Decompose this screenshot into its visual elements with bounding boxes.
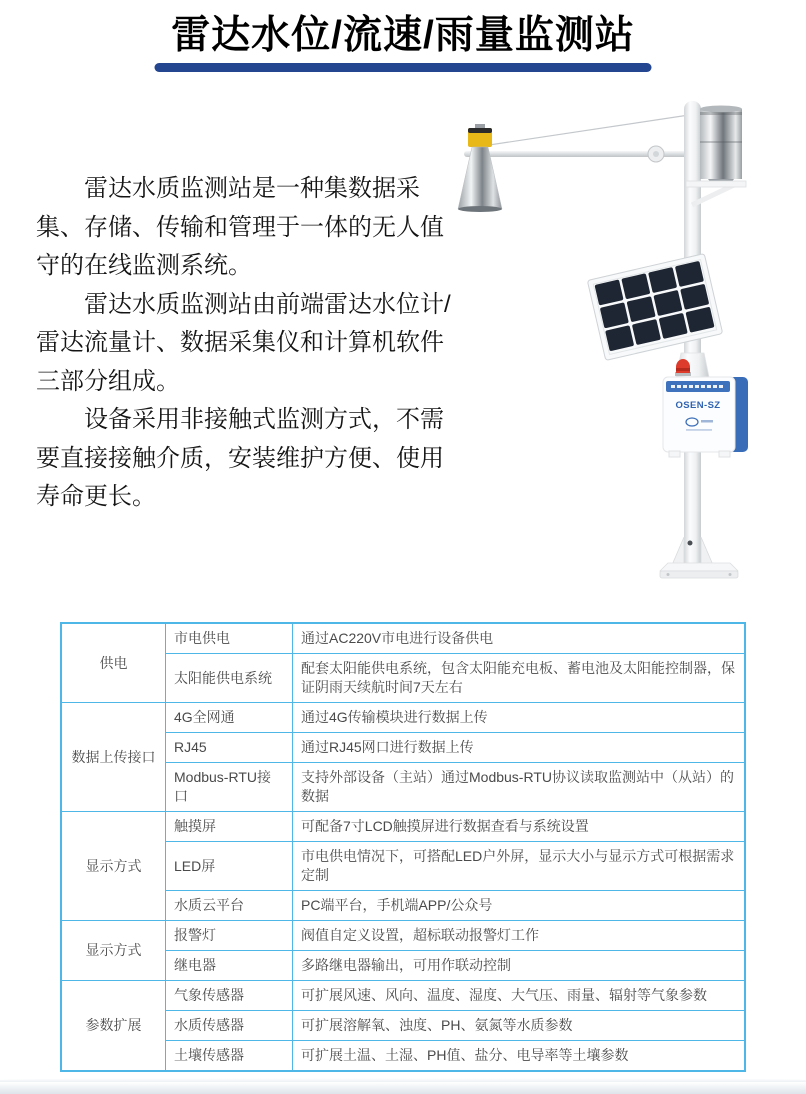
spec-desc: 可扩展土温、土湿、PH值、盐分、电导率等土壤参数 xyxy=(293,1041,746,1072)
spec-desc: 可配备7寸LCD触摸屏进行数据查看与系统设置 xyxy=(293,812,746,842)
spec-table xyxy=(60,622,746,1072)
spec-desc: 阀值自定义设置，超标联动报警灯工作 xyxy=(293,921,746,951)
table-row xyxy=(61,981,745,1011)
table-row xyxy=(61,703,745,733)
spec-desc: 可扩展溶解氧、浊度、PH、氨氮等水质参数 xyxy=(293,1011,746,1041)
spec-item: 水质云平台 xyxy=(166,891,293,921)
group-label: 数据上传接口 xyxy=(61,703,166,812)
group-label: 显示方式 xyxy=(61,921,166,981)
equipment-enclosure xyxy=(663,377,748,457)
spec-desc: 通过RJ45网口进行数据上传 xyxy=(293,733,746,763)
solar-panel xyxy=(587,254,722,361)
spec-desc: 配套太阳能供电系统，包含太阳能充电板、蓄电池及太阳能控制器，保证阴雨天续航时间7天左右 xyxy=(293,654,746,703)
spec-item: 太阳能供电系统 xyxy=(166,654,293,703)
spec-item: 水质传感器 xyxy=(166,1011,293,1041)
intro-text xyxy=(36,170,452,517)
table-row xyxy=(61,812,745,842)
spec-desc: 通过AC220V市电进行设备供电 xyxy=(293,623,746,654)
title-underline-bar xyxy=(155,63,652,72)
spec-item: 4G全网通 xyxy=(166,703,293,733)
footer-gradient-band xyxy=(0,1082,806,1094)
spec-item: 报警灯 xyxy=(166,921,293,951)
spec-item: RJ45 xyxy=(166,733,293,763)
page-title: 雷达水位/流速/雨量监测站 xyxy=(171,14,635,57)
guy-wire xyxy=(476,115,689,147)
spec-item: 气象传感器 xyxy=(166,981,293,1011)
spec-item: 继电器 xyxy=(166,951,293,981)
spec-desc: 通过4G传输模块进行数据上传 xyxy=(293,703,746,733)
spec-desc: PC端平台，手机端APP/公众号 xyxy=(293,891,746,921)
enclosure-header-microtext xyxy=(671,385,723,388)
spec-item: 触摸屏 xyxy=(166,812,293,842)
intro-paragraph: 设备采用非接触式监测方式，不需要直接接触介质，安装维护方便、使用寿命更长。 xyxy=(36,406,444,510)
intro-paragraph: 雷达水质监测站由前端雷达水位计/雷达流量计、数据采集仪和计算机软件三部分组成。 xyxy=(36,290,451,395)
spec-desc: 可扩展风速、风向、温度、湿度、大气压、雨量、辐射等气象参数 xyxy=(293,981,746,1011)
spec-desc: 多路继电器输出，可用作联动控制 xyxy=(293,951,746,981)
table-row xyxy=(61,921,745,951)
spec-desc: 市电供电情况下，可搭配LED户外屏，显示大小与显示方式可根据需求定制 xyxy=(293,842,746,891)
table-row xyxy=(61,623,745,654)
intro-paragraph: 雷达水质监测站是一种集数据采集、存储、传输和管理于一体的无人值守的在线监测系统。 xyxy=(36,175,444,279)
group-label: 参数扩展 xyxy=(61,981,166,1072)
spec-item: 土壤传感器 xyxy=(166,1041,293,1072)
spec-item: 市电供电 xyxy=(166,623,293,654)
radar-sensor xyxy=(458,124,502,212)
boom-bracket-hub xyxy=(653,151,659,157)
spec-item: Modbus-RTU接口 xyxy=(166,763,293,812)
group-label: 显示方式 xyxy=(61,812,166,921)
spec-desc: 支持外部设备（主站）通过Modbus-RTU协议读取监测站中（从站）的数据 xyxy=(293,763,746,812)
spec-item: LED屏 xyxy=(166,842,293,891)
group-label: 供电 xyxy=(61,623,166,703)
enclosure-model-label: OSEN-SZ xyxy=(675,400,721,411)
station-illustration xyxy=(436,85,806,605)
